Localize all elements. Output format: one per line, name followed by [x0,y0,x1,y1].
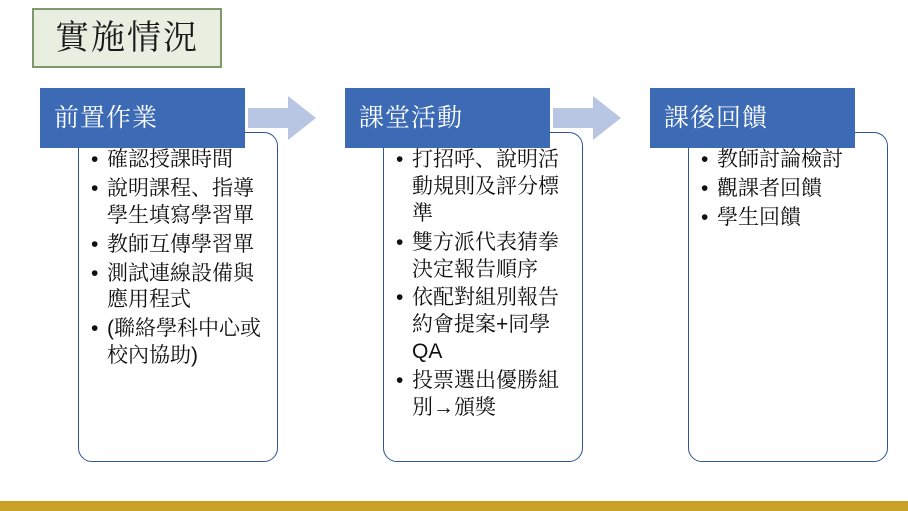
list-item: • 說明課程、指導學生填寫學習單 [107,176,267,230]
list-item: • 打招呼、說明活動規則及評分標準 [412,147,572,228]
list-item: • 投票選出優勝組別→頒獎 [412,368,572,422]
stage-header-label-2: 課堂活動 [359,103,464,132]
stage-item-list-1 [87,147,267,370]
list-item: • 雙方派代表猜拳決定報告順序 [412,230,572,284]
list-item: • (聯絡學科中心或校內協助) [107,316,267,370]
stage-header-label-1: 前置作業 [54,103,159,132]
stage-header-2 [345,88,550,148]
list-item: • 依配對組別報告約會提案+同學QA [412,285,572,366]
list-item: • 教師討論檢討 [717,147,877,174]
stage-card-3 [688,132,888,462]
list-item: • 確認授課時間 [107,147,267,174]
page-title: 實施情況 [55,19,199,57]
list-item: • 教師互傳學習單 [107,232,267,259]
stage-header-1 [40,88,245,148]
stage-item-list-3 [697,147,877,232]
stage-header-label-3: 課後回饋 [664,103,769,132]
list-item: • 學生回饋 [717,205,877,232]
list-item: • 測試連線設備與應用程式 [107,261,267,315]
stage-header-3 [650,88,855,148]
stage-column-1 [40,88,261,462]
list-item: • 觀課者回饋 [717,176,877,203]
slide-title-box [32,8,222,68]
stage-column-2 [345,88,559,462]
bottom-accent-bar [0,501,908,511]
stage-column-3 [650,88,855,462]
stage-card-1 [78,132,278,462]
stage-card-2 [383,132,583,462]
stage-item-list-2 [392,147,572,422]
